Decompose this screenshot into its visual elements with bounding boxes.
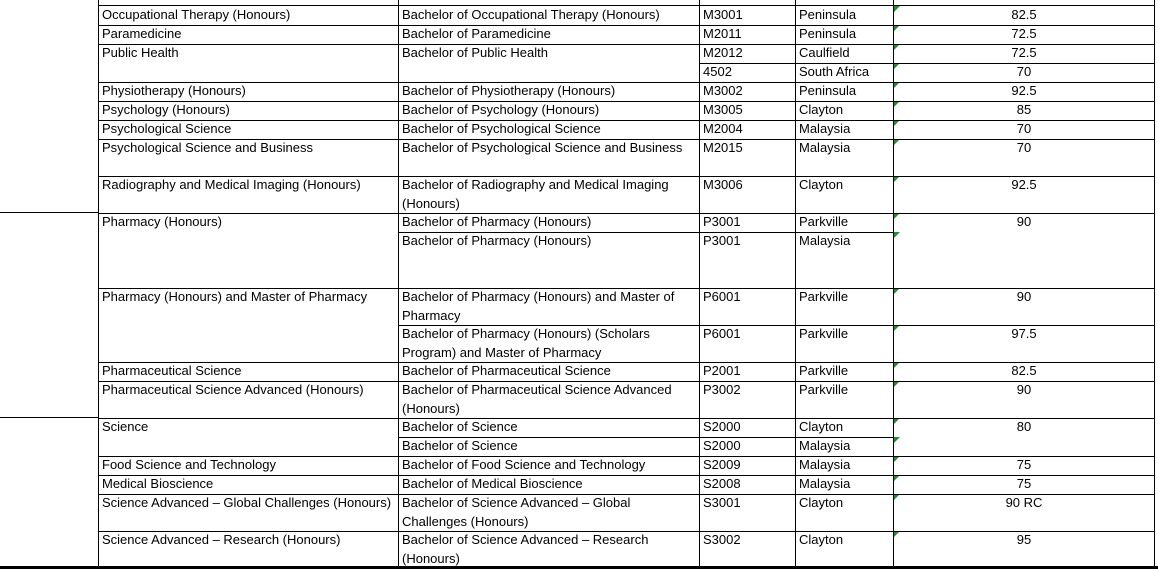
- cell-code[interactable]: S2008: [703, 476, 741, 491]
- grid-line: [699, 494, 795, 495]
- cell-campus[interactable]: Malaysia: [799, 438, 851, 453]
- grid-line: [699, 418, 795, 419]
- grid-line: [795, 362, 893, 363]
- cell-campus[interactable]: Parkville: [799, 382, 849, 397]
- grid-line: [98, 82, 398, 83]
- comment-marker-icon: [894, 232, 900, 238]
- cell-course[interactable]: Bachelor of Science: [402, 419, 518, 434]
- cell-area[interactable]: Psychological Science and Business: [102, 140, 314, 155]
- grid-line: [0, 417, 98, 418]
- cell-area[interactable]: Psychological Science: [102, 121, 232, 136]
- cell-atar[interactable]: 82.5: [1011, 7, 1037, 22]
- cell-atar[interactable]: 90 RC: [1005, 495, 1043, 510]
- cell-campus[interactable]: Clayton: [799, 419, 844, 434]
- grid-line: [795, 44, 893, 45]
- grid-line: [398, 213, 699, 214]
- cell-campus[interactable]: Clayton: [799, 532, 844, 547]
- grid-line: [795, 213, 893, 214]
- cell-area[interactable]: Occupational Therapy (Honours): [102, 7, 291, 22]
- grid-line: [398, 418, 699, 419]
- cell-course[interactable]: Bachelor of Psychology (Honours): [402, 102, 600, 117]
- cell-area[interactable]: [99, 437, 398, 456]
- cell-area[interactable]: Paramedicine: [102, 26, 182, 41]
- grid-line: [699, 101, 795, 102]
- cell-course[interactable]: Bachelor of Food Science and Technology: [402, 457, 646, 472]
- grid-line: [98, 25, 398, 26]
- cell-area[interactable]: Radiography and Medical Imaging (Honours): [102, 177, 361, 192]
- cell-atar[interactable]: 70: [1016, 121, 1032, 136]
- cell-area[interactable]: Pharmacy (Honours) and Master of Pharmacy: [102, 289, 368, 304]
- cell-campus[interactable]: Parkville: [799, 326, 849, 341]
- cell-area[interactable]: Pharmacy (Honours): [102, 214, 222, 229]
- grid-line: [1154, 0, 1155, 566]
- cell-atar[interactable]: 82.5: [1011, 363, 1037, 378]
- grid-line: [893, 25, 1154, 26]
- grid-line: [893, 120, 1154, 121]
- cell-code[interactable]: 4502: [703, 64, 732, 79]
- cell-course[interactable]: Bachelor of Physiotherapy (Honours): [402, 83, 616, 98]
- cell-course[interactable]: Bachelor of Medical Bioscience: [402, 476, 583, 491]
- cell-atar[interactable]: [894, 232, 1154, 288]
- cell-course[interactable]: Bachelor of Pharmaceutical Science Advanced (Honours): [402, 382, 672, 416]
- cell-campus[interactable]: Peninsula: [799, 83, 857, 98]
- grid-line: [98, 176, 398, 177]
- grid-line: [699, 176, 795, 177]
- grid-line: [795, 475, 893, 476]
- grid-line: [398, 494, 699, 495]
- cell-campus[interactable]: Parkville: [799, 214, 849, 229]
- grid-line: [893, 494, 1154, 495]
- cell-campus[interactable]: South Africa: [799, 64, 870, 79]
- grid-line: [699, 25, 795, 26]
- cell-course[interactable]: Bachelor of Pharmacy (Honours): [402, 214, 592, 229]
- cell-course[interactable]: Bachelor of Science Advanced – Global Challenges (Honours): [402, 495, 631, 529]
- grid-line: [893, 456, 1154, 457]
- grid-line: [893, 288, 1154, 289]
- grid-line: [398, 101, 699, 102]
- grid-line: [795, 101, 893, 102]
- grid-line: [893, 325, 1154, 326]
- cell-code[interactable]: M3002: [703, 83, 743, 98]
- grid-line: [893, 63, 1154, 64]
- cell-course[interactable]: Bachelor of Science: [402, 438, 518, 453]
- cell-area[interactable]: Science Advanced – Global Challenges (Honours): [102, 495, 392, 510]
- grid-line: [893, 531, 1154, 532]
- grid-line: [98, 120, 398, 121]
- cell-campus[interactable]: Malaysia: [799, 140, 851, 155]
- grid-line: [893, 418, 1154, 419]
- grid-line: [795, 82, 893, 83]
- cell-course[interactable]: Bachelor of Occupational Therapy (Honours): [402, 7, 660, 22]
- cell-campus[interactable]: Peninsula: [799, 26, 857, 41]
- cell-atar[interactable]: 92.5: [1011, 177, 1037, 192]
- grid-line: [98, 139, 398, 140]
- cell-campus[interactable]: Clayton: [799, 102, 844, 117]
- cell-campus[interactable]: Malaysia: [799, 457, 851, 472]
- grid-line: [699, 139, 795, 140]
- grid-line: [398, 176, 699, 177]
- grid-line: [699, 232, 795, 233]
- grid-line: [398, 44, 699, 45]
- grid-line: [699, 531, 795, 532]
- grid-line: [398, 531, 699, 532]
- cell-atar[interactable]: 70: [1016, 64, 1032, 79]
- grid-line: [98, 494, 398, 495]
- cell-area[interactable]: [99, 232, 398, 288]
- cell-area[interactable]: Medical Bioscience: [102, 476, 214, 491]
- grid-line: [893, 362, 1154, 363]
- cell-area[interactable]: Pharmaceutical Science Advanced (Honours): [102, 382, 364, 397]
- grid-line: [795, 456, 893, 457]
- cell-atar[interactable]: [894, 437, 1154, 456]
- cell-area[interactable]: Psychology (Honours): [102, 102, 230, 117]
- cell-code[interactable]: P3001: [703, 214, 741, 229]
- cell-course[interactable]: Bachelor of Pharmaceutical Science: [402, 363, 611, 378]
- cell-atar[interactable]: 75: [1016, 476, 1032, 491]
- cell-course[interactable]: Bachelor of Pharmacy (Honours) (Scholars Program) and Master of Pharmacy: [402, 326, 650, 360]
- grid-line: [893, 176, 1154, 177]
- grid-line: [699, 381, 795, 382]
- grid-line: [795, 531, 893, 532]
- cell-atar[interactable]: 80: [1016, 419, 1032, 434]
- comment-marker-icon: [894, 437, 900, 443]
- cell-atar[interactable]: 75: [1016, 457, 1032, 472]
- grid-line: [795, 63, 893, 64]
- grid-line: [398, 437, 699, 438]
- grid-line: [98, 5, 1155, 6]
- grid-line: [398, 362, 699, 363]
- cell-code[interactable]: S3001: [703, 495, 741, 510]
- grid-line: [398, 120, 699, 121]
- cell-course[interactable]: Bachelor of Radiography and Medical Imaging (Honours): [402, 177, 669, 211]
- grid-line: [893, 475, 1154, 476]
- grid-line: [98, 418, 398, 419]
- grid-line: [0, 212, 98, 213]
- grid-line: [398, 381, 699, 382]
- cell-area[interactable]: Pharmaceutical Science: [102, 363, 242, 378]
- grid-line: [398, 82, 699, 83]
- grid-line: [398, 325, 699, 326]
- cell-campus[interactable]: Malaysia: [799, 233, 851, 248]
- cell-atar[interactable]: 72.5: [1011, 26, 1037, 41]
- grid-line: [795, 25, 893, 26]
- grid-line: [893, 101, 1154, 102]
- cell-campus[interactable]: Malaysia: [799, 121, 851, 136]
- grid-line: [795, 418, 893, 419]
- grid-line: [98, 288, 398, 289]
- cell-code[interactable]: P3002: [703, 382, 741, 397]
- cell-campus[interactable]: Clayton: [799, 177, 844, 192]
- cell-area[interactable]: Public Health: [102, 45, 179, 60]
- cell-course[interactable]: Bachelor of Pharmacy (Honours): [402, 233, 592, 248]
- cell-atar[interactable]: 70: [1016, 140, 1032, 155]
- grid-line: [398, 232, 699, 233]
- comment-marker-icon: [894, 6, 900, 12]
- cell-atar[interactable]: 90: [1016, 214, 1032, 229]
- grid-line: [98, 456, 398, 457]
- cell-atar[interactable]: 72.5: [1011, 45, 1037, 60]
- grid-line: [98, 213, 398, 214]
- cell-area[interactable]: [99, 63, 398, 82]
- grid-line: [795, 288, 893, 289]
- cell-course[interactable]: Bachelor of Pharmacy (Honours) and Master of Pharmacy: [402, 289, 675, 323]
- cell-code[interactable]: M3005: [703, 102, 743, 117]
- grid-line: [795, 232, 893, 233]
- grid-line: [398, 139, 699, 140]
- cell-area[interactable]: Physiotherapy (Honours): [102, 83, 246, 98]
- cell-atar[interactable]: 85: [1016, 102, 1032, 117]
- grid-line: [795, 120, 893, 121]
- grid-line: [699, 362, 795, 363]
- grid-line: [795, 325, 893, 326]
- grid-line: [893, 44, 1154, 45]
- cell-code[interactable]: M3001: [703, 7, 743, 22]
- grid-line: [699, 456, 795, 457]
- grid-line: [98, 531, 398, 532]
- cell-atar[interactable]: 92.5: [1011, 83, 1037, 98]
- cell-code[interactable]: M2011: [703, 26, 742, 41]
- cell-code[interactable]: M2012: [703, 45, 743, 60]
- grid-line: [699, 475, 795, 476]
- grid-line: [699, 213, 795, 214]
- grid-line: [98, 475, 398, 476]
- grid-line: [699, 82, 795, 83]
- cell-campus[interactable]: Parkville: [799, 363, 849, 378]
- grid-line: [398, 475, 699, 476]
- grid-line: [398, 25, 699, 26]
- cell-code[interactable]: P2001: [703, 363, 741, 378]
- cell-course[interactable]: Bachelor of Public Health: [402, 45, 548, 60]
- grid-line: [893, 213, 1154, 214]
- cell-area[interactable]: Science: [102, 419, 149, 434]
- grid-line: [893, 82, 1154, 83]
- grid-line: [699, 288, 795, 289]
- cell-code[interactable]: P3001: [703, 233, 741, 248]
- grid-line: [398, 288, 699, 289]
- grid-line: [893, 381, 1154, 382]
- grid-line: [699, 437, 795, 438]
- cell-course[interactable]: Bachelor of Paramedicine: [402, 26, 551, 41]
- cell-code[interactable]: P6001: [703, 326, 741, 341]
- grid-line: [398, 456, 699, 457]
- grid-line: [795, 494, 893, 495]
- grid-line: [98, 362, 398, 363]
- cell-code[interactable]: S2000: [703, 438, 741, 453]
- grid-line: [699, 63, 795, 64]
- cell-course[interactable]: Bachelor of Psychological Science: [402, 121, 601, 136]
- cell-area[interactable]: [99, 325, 398, 362]
- grid-line: [893, 139, 1154, 140]
- cell-atar[interactable]: 90: [1016, 289, 1032, 304]
- cell-course[interactable]: [399, 63, 699, 82]
- cell-atar[interactable]: 97.5: [1011, 326, 1037, 341]
- cell-atar[interactable]: 90: [1016, 382, 1032, 397]
- grid-line: [98, 44, 398, 45]
- cell-atar[interactable]: 95: [1016, 532, 1032, 547]
- grid-line: [795, 176, 893, 177]
- cell-code[interactable]: M3006: [703, 177, 743, 192]
- cell-course[interactable]: Bachelor of Psychological Science and Business: [402, 140, 683, 155]
- cell-course[interactable]: Bachelor of Science Advanced – Research (Honours): [402, 532, 649, 566]
- cell-campus[interactable]: Peninsula: [799, 7, 857, 22]
- grid-line: [699, 325, 795, 326]
- cell-area[interactable]: Food Science and Technology: [102, 457, 276, 472]
- grid-line: [98, 101, 398, 102]
- cell-campus[interactable]: Parkville: [799, 289, 849, 304]
- grid-line: [98, 381, 398, 382]
- cell-campus[interactable]: Clayton: [799, 495, 844, 510]
- grid-line: [795, 381, 893, 382]
- cell-campus[interactable]: Caulfield: [799, 45, 850, 60]
- cell-code[interactable]: M2004: [703, 121, 743, 136]
- cell-code[interactable]: M2015: [703, 140, 743, 155]
- cell-code[interactable]: S3002: [703, 532, 741, 547]
- cell-area[interactable]: Science Advanced – Research (Honours): [102, 532, 341, 547]
- cell-code[interactable]: P6001: [703, 289, 741, 304]
- cell-code[interactable]: S2000: [703, 419, 741, 434]
- cell-campus[interactable]: Malaysia: [799, 476, 851, 491]
- grid-line: [699, 44, 795, 45]
- grid-line: [795, 139, 893, 140]
- grid-line: [699, 120, 795, 121]
- cell-code[interactable]: S2009: [703, 457, 741, 472]
- grid-line: [795, 437, 893, 438]
